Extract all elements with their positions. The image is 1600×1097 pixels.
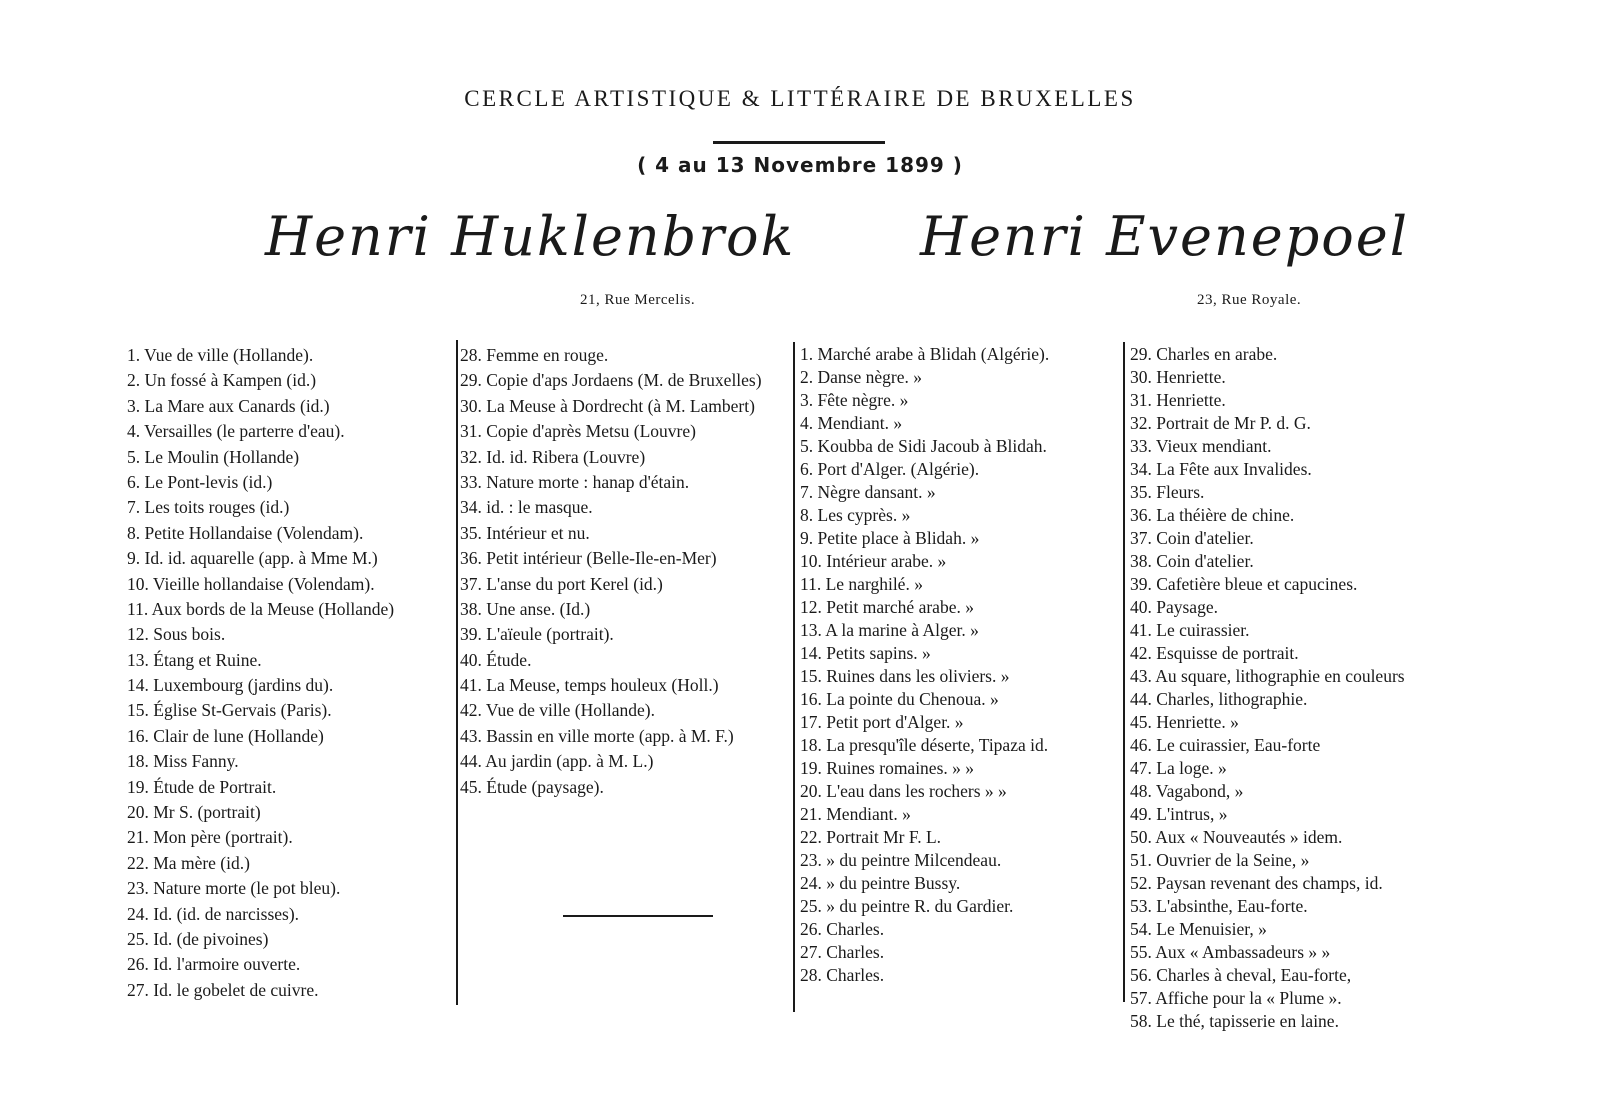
title-divider (713, 141, 885, 144)
list-item: 39. Cafetière bleue et capucines. (1130, 574, 1358, 594)
list-item: 10. Intérieur arabe. » (800, 551, 947, 571)
list-item: 35. Fleurs. (1130, 482, 1205, 502)
list-item: 2. Danse nègre. » (800, 367, 922, 387)
list-item: 47. La loge. » (1130, 758, 1227, 778)
list-item: 33. Nature morte : hanap d'étain. (460, 471, 690, 492)
list-item: 8. Les cyprès. » (800, 505, 911, 525)
list-item: 21. Mon père (portrait). (127, 827, 293, 848)
page-title: CERCLE ARTISTIQUE & LITTÉRAIRE DE BRUXELLES (464, 86, 1136, 111)
list-item: 26. Charles. (800, 919, 885, 939)
list-item: 58. Le thé, tapisserie en laine. (1130, 1011, 1339, 1031)
list-item: 50. Aux « Nouveautés » idem. (1130, 827, 1343, 847)
list-item: 13. Étang et Ruine. (127, 649, 262, 670)
list-item: 31. Henriette. (1130, 390, 1226, 410)
artist-name-evenepoel: Henri Evenepoel (920, 205, 1409, 268)
list-item: 4. Mendiant. » (800, 413, 903, 433)
list-item: 15. Église St-Gervais (Paris). (127, 700, 332, 721)
list-item: 19. Étude de Portrait. (127, 776, 277, 797)
list-item: 38. Coin d'atelier. (1130, 551, 1254, 571)
list-item: 29. Copie d'aps Jordaens (M. de Bruxelles) (460, 370, 762, 391)
list-item: 53. L'absinthe, Eau-forte. (1130, 896, 1308, 916)
list-item: 14. Petits sapins. » (800, 643, 931, 663)
list-item: 44. Au jardin (app. à M. L.) (460, 751, 654, 772)
column-divider (456, 340, 458, 1005)
list-item: 37. Coin d'atelier. (1130, 528, 1254, 548)
list-item: 11. Aux bords de la Meuse (Hollande) (127, 598, 395, 619)
list-item: 32. Id. id. Ribera (Louvre) (460, 446, 646, 467)
list-item: 8. Petite Hollandaise (Volendam). (127, 522, 364, 543)
list-item: 41. Le cuirassier. (1130, 620, 1250, 640)
list-item: 42. Esquisse de portrait. (1130, 643, 1299, 663)
list-item: 18. Miss Fanny. (127, 751, 239, 772)
column-divider (1123, 342, 1125, 1002)
list-item: 40. Paysage. (1130, 597, 1218, 617)
list-item: 57. Affiche pour la « Plume ». (1130, 988, 1342, 1008)
list-item: 25. Id. (de pivoines) (127, 928, 269, 949)
list-item: 10. Vieille hollandaise (Volendam). (127, 573, 375, 594)
list-item: 26. Id. l'armoire ouverte. (127, 954, 301, 975)
list-item: 34. id. : le masque. (460, 497, 593, 518)
list-item: 35. Intérieur et nu. (460, 522, 590, 543)
list-item: 37. L'anse du port Kerel (id.) (460, 573, 663, 594)
list-item: 16. Clair de lune (Hollande) (127, 725, 324, 746)
list-item: 19. Ruines romaines. » » (800, 758, 975, 778)
works-list-evenepoel-1 (800, 343, 1115, 987)
list-item: 28. Charles. (800, 965, 885, 985)
artist-address-huklenbrok: 21, Rue Mercelis. (580, 292, 696, 308)
exhibition-dates: ( 4 au 13 Novembre 1899 ) (637, 153, 963, 177)
list-item: 21. Mendiant. » (800, 804, 911, 824)
list-item: 45. Henriette. » (1130, 712, 1239, 732)
list-end-divider (563, 915, 713, 917)
list-item: 7. Les toits rouges (id.) (127, 497, 290, 518)
list-item: 22. Portrait Mr F. L. (800, 827, 942, 847)
list-item: 12. Sous bois. (127, 624, 226, 645)
artist-address-evenepoel: 23, Rue Royale. (1197, 292, 1302, 308)
list-item: 1. Vue de ville (Hollande). (127, 345, 314, 365)
list-item: 18. La presqu'île déserte, Tipaza id. (800, 735, 1049, 755)
list-item: 45. Étude (paysage). (460, 776, 604, 797)
list-item: 5. Koubba de Sidi Jacoub à Blidah. (800, 436, 1047, 456)
list-item: 15. Ruines dans les oliviers. » (800, 666, 1010, 686)
list-item: 14. Luxembourg (jardins du). (127, 675, 334, 696)
artist-divider (793, 342, 795, 1012)
list-item: 55. Aux « Ambassadeurs » » (1130, 942, 1331, 962)
works-list-huklenbrok-1 (127, 343, 447, 1003)
list-item: 39. L'aïeule (portrait). (460, 624, 614, 645)
list-item: 23. Nature morte (le pot bleu). (127, 878, 341, 899)
list-item: 29. Charles en arabe. (1130, 344, 1278, 364)
list-item: 30. Henriette. (1130, 367, 1226, 387)
list-item: 7. Nègre dansant. » (800, 482, 936, 502)
list-item: 52. Paysan revenant des champs, id. (1130, 873, 1383, 893)
list-item: 23. » du peintre Milcendeau. (800, 850, 1002, 870)
list-item: 36. La théière de chine. (1130, 505, 1295, 525)
list-item: 13. A la marine à Alger. » (800, 620, 979, 640)
list-item: 22. Ma mère (id.) (127, 852, 250, 873)
list-item: 28. Femme en rouge. (460, 345, 609, 365)
list-item: 49. L'intrus, » (1130, 804, 1228, 824)
list-item: 40. Étude. (460, 649, 532, 670)
list-item: 32. Portrait de Mr P. d. G. (1130, 413, 1311, 433)
list-item: 48. Vagabond, » (1130, 781, 1244, 801)
list-item: 30. La Meuse à Dordrecht (à M. Lambert) (460, 395, 755, 416)
list-item: 1. Marché arabe à Blidah (Algérie). (800, 344, 1050, 364)
list-item: 31. Copie d'après Metsu (Louvre) (460, 421, 696, 442)
list-item: 42. Vue de ville (Hollande). (460, 700, 655, 721)
list-item: 6. Port d'Alger. (Algérie). (800, 459, 980, 479)
list-item: 3. La Mare aux Canards (id.) (127, 395, 330, 416)
list-item: 41. La Meuse, temps houleux (Holl.) (460, 675, 719, 696)
list-item: 9. Petite place à Blidah. » (800, 528, 980, 548)
list-item: 43. Bassin en ville morte (app. à M. F.) (460, 725, 734, 746)
list-item: 16. La pointe du Chenoua. » (800, 689, 999, 709)
list-item: 24. Id. (id. de narcisses). (127, 903, 300, 924)
list-item: 33. Vieux mendiant. (1130, 436, 1272, 456)
list-item: 54. Le Menuisier, » (1130, 919, 1267, 939)
list-item: 17. Petit port d'Alger. » (800, 712, 964, 732)
list-item: 3. Fête nègre. » (800, 390, 909, 410)
list-item: 27. Charles. (800, 942, 885, 962)
list-item: 24. » du peintre Bussy. (800, 873, 961, 893)
works-list-evenepoel-2 (1130, 343, 1460, 1033)
list-item: 44. Charles, lithographie. (1130, 689, 1308, 709)
works-list-huklenbrok-2 (460, 343, 785, 800)
list-item: 25. » du peintre R. du Gardier. (800, 896, 1014, 916)
list-item: 5. Le Moulin (Hollande) (127, 446, 300, 467)
list-item: 43. Au square, lithographie en couleurs (1130, 666, 1405, 686)
list-item: 34. La Fête aux Invalides. (1130, 459, 1312, 479)
list-item: 2. Un fossé à Kampen (id.) (127, 370, 317, 391)
list-item: 6. Le Pont-levis (id.) (127, 471, 273, 492)
list-item: 4. Versailles (le parterre d'eau). (127, 421, 345, 442)
list-item: 9. Id. id. aquarelle (app. à Mme M.) (127, 548, 378, 569)
list-item: 46. Le cuirassier, Eau-forte (1130, 735, 1321, 755)
list-item: 27. Id. le gobelet de cuivre. (127, 979, 319, 1000)
list-item: 20. L'eau dans les rochers » » (800, 781, 1007, 801)
list-item: 12. Petit marché arabe. » (800, 597, 974, 617)
list-item: 20. Mr S. (portrait) (127, 802, 261, 823)
artist-name-huklenbrok: Henri Huklenbrok (265, 205, 796, 268)
list-item: 36. Petit intérieur (Belle-Ile-en-Mer) (460, 548, 717, 569)
list-item: 51. Ouvrier de la Seine, » (1130, 850, 1310, 870)
list-item: 11. Le narghilé. » (800, 574, 923, 594)
list-item: 56. Charles à cheval, Eau-forte, (1130, 965, 1352, 985)
list-item: 38. Une anse. (Id.) (460, 598, 591, 619)
